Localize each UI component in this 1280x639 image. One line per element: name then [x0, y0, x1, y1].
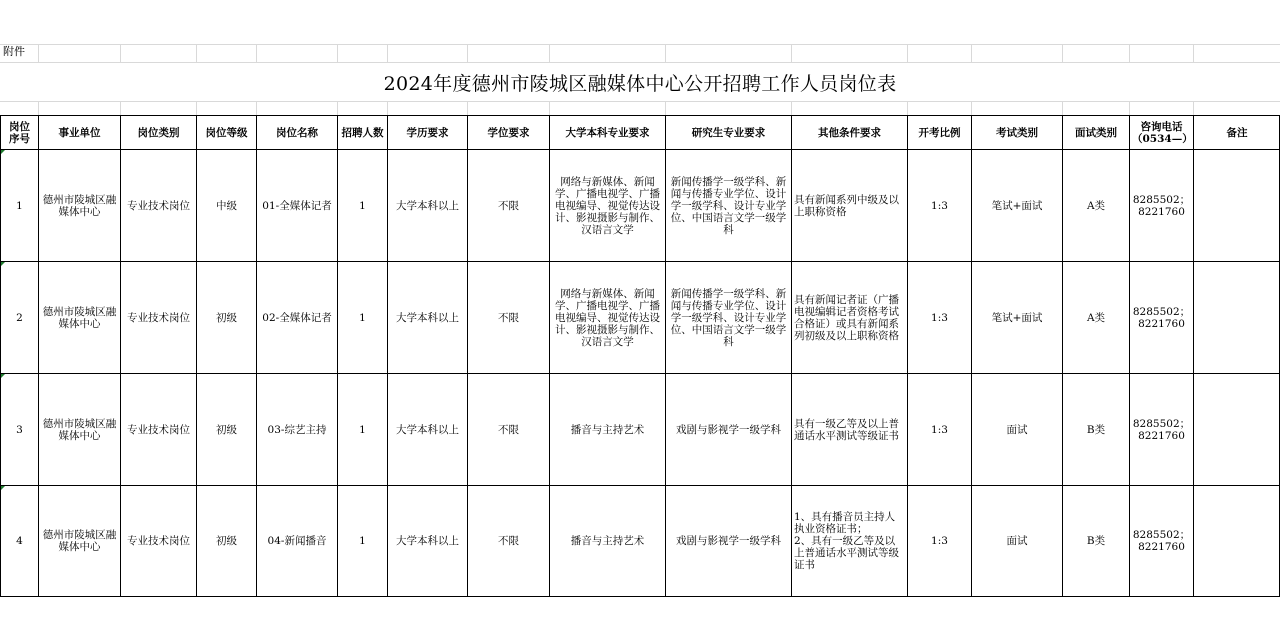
- sheet-title[interactable]: 2024年度德州市陵城区融媒体中心公开招聘工作人员岗位表: [383, 72, 897, 95]
- col-post-category-header[interactable]: 岗位类别: [137, 126, 180, 139]
- table-cell-education[interactable]: 大学本科以上: [396, 423, 459, 436]
- col-headcount-header[interactable]: 招聘人数: [341, 126, 384, 139]
- cell-marker-icon: [1, 374, 5, 378]
- table-cell-interview-type[interactable]: B类: [1086, 535, 1106, 547]
- col-degree-header[interactable]: 学位要求: [487, 126, 530, 139]
- table-cell-headcount[interactable]: 1: [359, 311, 366, 324]
- table-cell-post-name[interactable]: 04-新闻播音: [267, 535, 327, 547]
- table-cell-phone[interactable]: 8285502； 8221760: [1132, 193, 1191, 218]
- table-cell-undergrad-major[interactable]: 网络与新媒体、新闻学、广播电视学、广播电视编导、视觉传达设计、影视摄影与制作、汉语言文学: [555, 287, 660, 348]
- table-cell-exam-type[interactable]: 笔试+面试: [991, 311, 1043, 324]
- table-cell-postgrad-major[interactable]: 新闻传播学一级学科、新闻与传播专业学位、设计学一级学科、设计专业学位、中国语言文学一级学科: [670, 287, 787, 348]
- table-cell-post-level[interactable]: 初级: [216, 535, 237, 547]
- table-cell-post-category[interactable]: 专业技术岗位: [127, 423, 190, 436]
- table-cell-post-level[interactable]: 初级: [216, 423, 237, 436]
- table-cell-institution[interactable]: 德州市陵城区融媒体中心: [42, 193, 117, 218]
- table-cell-post-no[interactable]: 1: [16, 199, 23, 212]
- table-cell-degree[interactable]: 不限: [498, 423, 519, 436]
- table-cell-education[interactable]: 大学本科以上: [396, 311, 459, 324]
- table-cell-postgrad-major[interactable]: 戏剧与影视学一级学科: [676, 535, 781, 547]
- col-post-no-header[interactable]: 岗位 序号: [9, 120, 30, 145]
- cell-marker-icon: [1, 262, 5, 266]
- table-cell-phone[interactable]: 8285502； 8221760: [1132, 417, 1191, 442]
- col-phone-header[interactable]: 咨询电话 （0534—）: [1132, 120, 1193, 145]
- col-exam-type-header[interactable]: 考试类别: [996, 126, 1038, 139]
- table-cell-post-category[interactable]: 专业技术岗位: [127, 535, 190, 547]
- table-cell-post-no[interactable]: 4: [16, 535, 23, 547]
- table-cell-undergrad-major[interactable]: 网络与新媒体、新闻学、广播电视学、广播电视编导、视觉传达设计、影视摄影与制作、汉语言文学: [555, 175, 660, 236]
- col-institution-header[interactable]: 事业单位: [58, 126, 101, 139]
- col-exam-ratio-header[interactable]: 开考比例: [918, 126, 961, 139]
- table-cell-education[interactable]: 大学本科以上: [396, 535, 459, 547]
- table-cell-degree[interactable]: 不限: [498, 535, 519, 547]
- col-post-level-header[interactable]: 岗位等级: [205, 126, 248, 139]
- table-cell-degree[interactable]: 不限: [498, 311, 519, 324]
- table-cell-post-category[interactable]: 专业技术岗位: [127, 199, 190, 212]
- table-cell-post-category[interactable]: 专业技术岗位: [127, 311, 190, 324]
- table-cell-education[interactable]: 大学本科以上: [396, 199, 459, 212]
- table-cell-post-level[interactable]: 中级: [216, 199, 237, 212]
- table-cell-remarks[interactable]: [1194, 486, 1280, 596]
- table-cell-undergrad-major[interactable]: 播音与主持艺术: [570, 423, 645, 436]
- col-interview-type-header[interactable]: 面试类别: [1075, 126, 1117, 139]
- table-cell-phone[interactable]: 8285502； 8221760: [1132, 529, 1191, 553]
- table-cell-other-conditions[interactable]: 1、具有播音员主持人执业资格证书； 2、具有一级乙等及以上普通话水平测试等级证书: [794, 511, 899, 571]
- table-cell-post-no[interactable]: 2: [16, 311, 23, 324]
- attachment-note[interactable]: 附件: [3, 45, 25, 58]
- table-cell-institution[interactable]: 德州市陵城区融媒体中心: [42, 305, 117, 330]
- table-cell-post-name[interactable]: 03-综艺主持: [267, 423, 327, 436]
- table-cell-interview-type[interactable]: B类: [1086, 423, 1106, 436]
- table-cell-exam-ratio[interactable]: 1:3: [931, 199, 948, 212]
- table-cell-remarks[interactable]: [1194, 262, 1280, 373]
- col-education-header[interactable]: 学历要求: [406, 126, 449, 139]
- table-cell-exam-type[interactable]: 面试: [1006, 535, 1028, 547]
- table-cell-phone[interactable]: 8285502； 8221760: [1132, 305, 1191, 330]
- col-undergrad-major-header[interactable]: 大学本科专业要求: [565, 126, 650, 139]
- cell-marker-icon: [1, 150, 5, 154]
- table-cell-exam-type[interactable]: 面试: [1006, 423, 1028, 436]
- table-cell-degree[interactable]: 不限: [498, 199, 519, 212]
- table-cell-exam-ratio[interactable]: 1:3: [931, 311, 948, 324]
- table-cell-institution[interactable]: 德州市陵城区融媒体中心: [42, 529, 117, 553]
- table-cell-headcount[interactable]: 1: [359, 535, 366, 547]
- table-cell-remarks[interactable]: [1194, 374, 1280, 485]
- table-cell-post-name[interactable]: 01-全媒体记者: [262, 199, 332, 212]
- table-cell-postgrad-major[interactable]: 新闻传播学一级学科、新闻与传播专业学位、设计学一级学科、设计专业学位、中国语言文学一级学科: [670, 175, 787, 236]
- cell-marker-icon: [1, 486, 5, 490]
- table-cell-interview-type[interactable]: A类: [1086, 199, 1106, 212]
- col-post-name-header[interactable]: 岗位名称: [276, 126, 318, 139]
- table-cell-undergrad-major[interactable]: 播音与主持艺术: [570, 535, 645, 547]
- table-cell-post-no[interactable]: 3: [16, 423, 23, 436]
- table-cell-institution[interactable]: 德州市陵城区融媒体中心: [42, 417, 117, 442]
- table-cell-headcount[interactable]: 1: [359, 199, 366, 212]
- table-cell-postgrad-major[interactable]: 戏剧与影视学一级学科: [676, 423, 781, 436]
- table-cell-post-name[interactable]: 02-全媒体记者: [262, 311, 332, 324]
- table-cell-remarks[interactable]: [1194, 150, 1280, 261]
- table-cell-interview-type[interactable]: A类: [1086, 311, 1106, 324]
- table-cell-post-level[interactable]: 初级: [216, 311, 237, 324]
- col-remarks-header[interactable]: 备注: [1226, 126, 1248, 139]
- col-other-conditions-header[interactable]: 其他条件要求: [818, 126, 881, 139]
- table-cell-exam-type[interactable]: 笔试+面试: [991, 199, 1043, 212]
- table-cell-other-conditions[interactable]: 具有一级乙等及以上普通话水平测试等级证书: [794, 417, 899, 442]
- table-cell-exam-ratio[interactable]: 1:3: [931, 423, 948, 436]
- table-cell-exam-ratio[interactable]: 1:3: [931, 535, 948, 547]
- table-cell-other-conditions[interactable]: 具有新闻系列中级及以上职称资格: [794, 193, 899, 218]
- table-cell-headcount[interactable]: 1: [359, 423, 366, 436]
- table-cell-other-conditions[interactable]: 具有新闻记者证（广播电视编辑记者资格考试合格证）或具有新闻系列初级及以上职称资格: [794, 293, 899, 342]
- col-postgrad-major-header[interactable]: 研究生专业要求: [691, 126, 766, 139]
